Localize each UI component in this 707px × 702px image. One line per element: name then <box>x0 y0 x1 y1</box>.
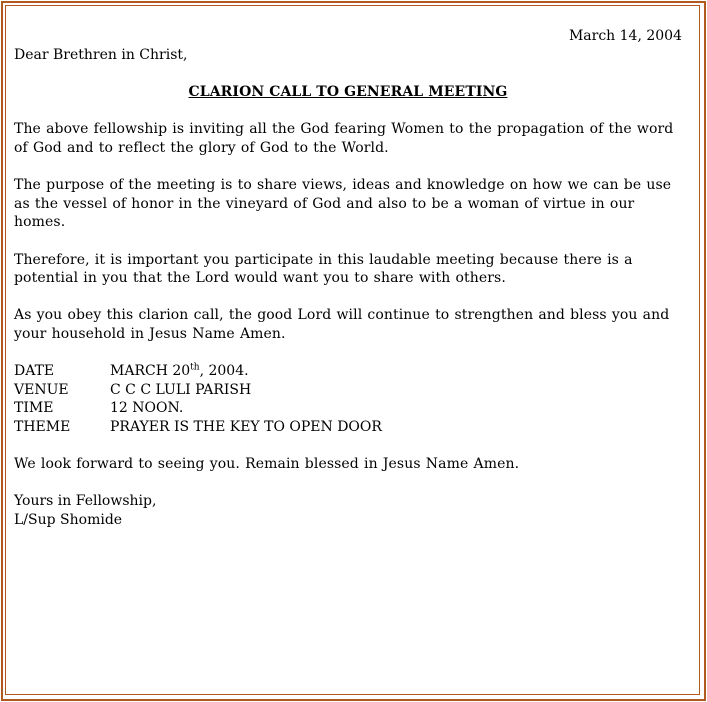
detail-value-time: 12 NOON. <box>110 400 184 417</box>
detail-date-main: MARCH 20 <box>110 363 191 380</box>
signoff: Yours in Fellowship, <box>14 493 157 510</box>
detail-label-time: TIME <box>14 400 54 417</box>
detail-value-date <box>110 362 249 381</box>
letter-date: March 14, 2004 <box>568 28 682 44</box>
detail-value-theme: PRAYER IS THE KEY TO OPEN DOOR <box>110 418 382 435</box>
detail-row-theme <box>14 418 682 437</box>
detail-label-date: DATE <box>14 363 55 380</box>
detail-row-venue <box>14 381 682 400</box>
letter-greeting: Dear Brethren in Christ, <box>14 46 188 63</box>
detail-label-theme: THEME <box>14 418 71 435</box>
signature: L/Sup Shomide <box>14 511 123 528</box>
closing-line: We look forward to seeing you. Remain blessed in Jesus Name Amen. <box>14 456 520 473</box>
detail-value-venue: C C C LULI PARISH <box>110 381 252 398</box>
paragraph-invitation: The above fellowship is inviting all the God fearing Women to the propagation of the word of God and to reflect the glory of God to the World. <box>14 121 674 156</box>
detail-date-ordinal: th <box>190 362 200 373</box>
detail-row-time <box>14 399 682 418</box>
paragraph-participation: Therefore, it is important you participate in this laudable meeting because there is a potential in you that the Lord would want you to share with others. <box>14 251 633 287</box>
meeting-details <box>14 362 682 436</box>
detail-row-date <box>14 362 682 381</box>
detail-date-year: , 2004. <box>199 363 249 380</box>
paragraph-purpose: The purpose of the meeting is to share views, ideas and knowledge on how we can be use as the vessel of honor in the vineyard of God and also to be a woman of virtue in our homes. <box>14 177 672 231</box>
paragraph-blessing: As you obey this clarion call, the good Lord will continue to strengthen and bless you and your household in Jesus Name Amen. <box>14 307 670 342</box>
detail-label-venue: VENUE <box>14 381 69 398</box>
letter-body <box>14 27 682 529</box>
letter-title: CLARION CALL TO GENERAL MEETING <box>188 84 508 101</box>
